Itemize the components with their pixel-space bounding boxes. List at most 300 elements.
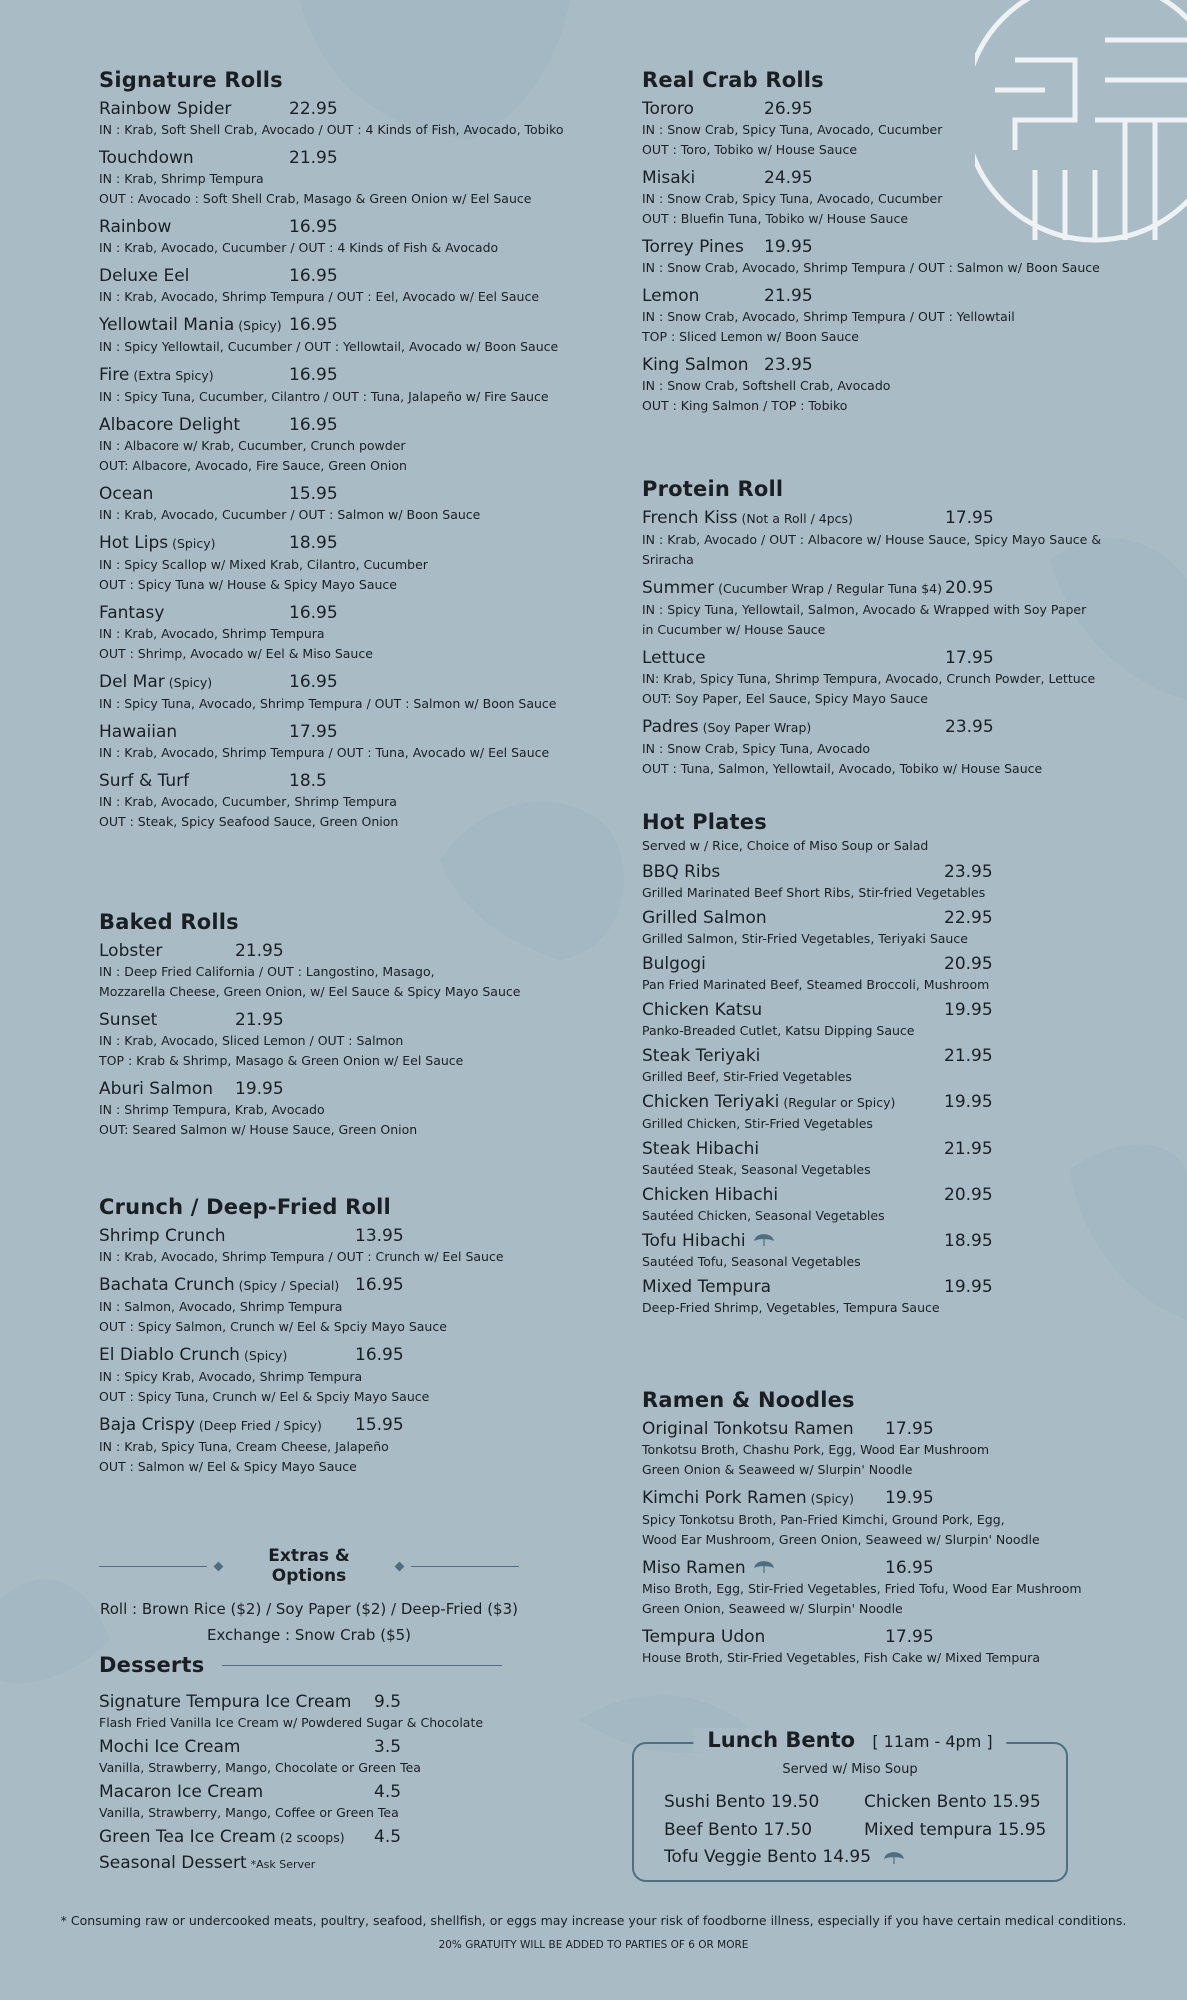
menu-item-name: Tempura Udon <box>642 1627 766 1647</box>
menu-item-price: 17.95 <box>945 648 994 668</box>
menu-item-description: Grilled Beef, Stir-Fried Vegetables <box>642 1069 852 1084</box>
menu-item-price: 20.95 <box>944 954 993 974</box>
menu-item-name: Original Tonkotsu Ramen <box>642 1419 854 1439</box>
extras-options <box>99 1546 519 1648</box>
menu-item-price: 21.95 <box>944 1046 993 1066</box>
bento-item-price: 17.50 <box>763 1820 813 1840</box>
menu-item-description: OUT: Soy Paper, Eel Sauce, Spicy Mayo Sauce <box>642 691 928 706</box>
menu-item-description: OUT : Spicy Tuna w/ House & Spicy Mayo Sauce <box>99 577 397 592</box>
menu-item-name: Chicken Teriyaki <box>642 1092 780 1112</box>
crunch-rolls-section <box>99 1195 569 1484</box>
menu-item-price: 16.95 <box>289 217 338 237</box>
bento-subtitle: Served w/ Miso Soup <box>782 1762 918 1777</box>
menu-item <box>99 532 569 595</box>
menu-item-description: IN: Krab, Spicy Tuna, Shrimp Tempura, Avocado, Crunch Powder, Lettuce <box>642 671 1096 686</box>
item-list <box>642 98 1122 416</box>
menu-item-price: 20.95 <box>944 1185 993 1205</box>
menu-item-header <box>99 265 569 287</box>
menu-item-price: 19.95 <box>944 1000 993 1020</box>
menu-item <box>99 1852 569 1876</box>
menu-item <box>99 98 569 140</box>
menu-item-name: French Kiss <box>642 508 738 528</box>
extras-line-1: Roll : Brown Rice ($2) / Soy Paper ($2) / Deep-Fried ($3) <box>99 1600 518 1618</box>
menu-item-name: Padres <box>642 717 699 737</box>
menu-item-description: Wood Ear Mushroom, Green Onion, Seaweed w/ Slurpin' Noodle <box>642 1532 1040 1547</box>
menu-item-note: *Ask Server <box>250 1858 316 1871</box>
menu-item-description: OUT: Seared Salmon w/ House Sauce, Green Onion <box>99 1122 418 1137</box>
menu-item-name: Kimchi Pork Ramen <box>642 1488 807 1508</box>
divider <box>222 1665 502 1666</box>
menu-item-description: IN : Snow Crab, Spicy Tuna, Avocado <box>642 741 871 756</box>
menu-item-header <box>99 1078 569 1100</box>
desserts-section <box>99 1653 569 1879</box>
menu-item <box>99 414 569 476</box>
menu-item-description: Vanilla, Strawberry, Mango, Coffee or Green Tea <box>99 1805 399 1820</box>
menu-item-name: Lemon <box>642 286 700 306</box>
menu-item-price: 21.95 <box>235 1010 284 1030</box>
menu-item-description: IN : Krab, Avocado, Cucumber, Shrimp Tempura <box>99 794 397 809</box>
menu-item-header <box>99 147 569 169</box>
menu-item-header <box>642 1091 1122 1114</box>
bento-title <box>693 1728 1006 1752</box>
menu-item-name: Hot Lips <box>99 533 169 553</box>
menu-item-name: Seasonal Dessert <box>99 1853 247 1873</box>
section-title: Desserts <box>99 1653 205 1677</box>
menu-item <box>642 285 1122 347</box>
menu-item-price: 18.5 <box>289 771 327 791</box>
menu-item-header <box>642 1230 1122 1252</box>
bento-item-price: 15.95 <box>991 1792 1041 1812</box>
menu-item-price: 4.5 <box>374 1782 402 1802</box>
section-title: Hot Plates <box>642 810 767 834</box>
menu-item-description: IN : Spicy Tuna, Cucumber, Cilantro / OUT : Tuna, Jalapeño w/ Fire Sauce <box>99 389 549 404</box>
menu-item-description: IN : Spicy Krab, Avocado, Shrimp Tempura <box>99 1369 363 1384</box>
item-list <box>99 940 569 1140</box>
menu-item <box>99 1414 569 1477</box>
menu-item <box>642 861 1122 903</box>
menu-item-header <box>99 770 569 792</box>
menu-item-note: (Deep Fried / Spicy) <box>198 1418 322 1433</box>
menu-item-price: 20.95 <box>945 578 994 598</box>
ginkgo-leaf-icon <box>754 1232 774 1246</box>
menu-item <box>99 216 569 258</box>
menu-item-price: 4.5 <box>374 1827 402 1847</box>
lunch-bento-box <box>632 1728 1068 1882</box>
menu-item-price: 26.95 <box>764 99 813 119</box>
menu-item-name: Hawaiian <box>99 722 178 742</box>
menu-item-header <box>99 602 569 624</box>
bento-item <box>664 1820 812 1840</box>
menu-item-header <box>99 1736 569 1758</box>
menu-item <box>99 483 569 525</box>
menu-item-description: in Cucumber w/ House Sauce <box>642 622 826 637</box>
menu-item-name: Lettuce <box>642 648 706 668</box>
real-crab-rolls-section <box>642 68 1122 423</box>
menu-item-description: TOP : Krab & Shrimp, Masago & Green Onion w/ Eel Sauce <box>99 1053 464 1068</box>
menu-item-name: Mochi Ice Cream <box>99 1737 241 1757</box>
menu-item-description: OUT : Steak, Spicy Seafood Sauce, Green Onion <box>99 814 399 829</box>
menu-item <box>642 167 1122 229</box>
menu-item-header <box>642 285 1122 307</box>
bento-item-price: 14.95 <box>822 1847 872 1867</box>
menu-item <box>642 236 1122 278</box>
menu-item-name: Ocean <box>99 484 154 504</box>
section-title: Real Crab Rolls <box>642 68 824 92</box>
menu-item-name: Steak Teriyaki <box>642 1046 761 1066</box>
menu-item-description: Sautéed Steak, Seasonal Vegetables <box>642 1162 871 1177</box>
menu-item <box>99 364 569 407</box>
menu-item-description: Grilled Chicken, Stir-Fried Vegetables <box>642 1116 873 1131</box>
baked-rolls-section <box>99 910 569 1147</box>
menu-item-price: 23.95 <box>764 355 813 375</box>
menu-item-header <box>642 236 1122 258</box>
menu-item-price: 16.95 <box>289 603 338 623</box>
menu-item-header <box>642 577 1122 600</box>
menu-item-description: Sautéed Tofu, Seasonal Vegetables <box>642 1254 861 1269</box>
menu-item-description: IN : Krab, Avocado, Shrimp Tempura / OUT : Crunch w/ Eel Sauce <box>99 1249 504 1264</box>
bento-item-name: Beef Bento <box>664 1820 758 1840</box>
menu-item <box>642 1557 1122 1619</box>
menu-item-description: IN : Krab, Avocado, Cucumber / OUT : 4 Kinds of Fish & Avocado <box>99 240 499 255</box>
menu-item-description: Vanilla, Strawberry, Mango, Chocolate or Green Tea <box>99 1760 421 1775</box>
bento-hours: [ 11am - 4pm ] <box>872 1732 993 1751</box>
menu-item <box>99 1781 569 1823</box>
menu-item-header <box>642 1184 1122 1206</box>
menu-item-description: House Broth, Stir-Fried Vegetables, Fish Cake w/ Mixed Tempura <box>642 1650 1040 1665</box>
bento-item-name: Chicken Bento <box>864 1792 987 1812</box>
menu-item-header <box>642 167 1122 189</box>
menu-item-description: IN : Deep Fried California / OUT : Langostino, Masago, <box>99 964 435 979</box>
menu-item-description: IN : Krab, Spicy Tuna, Cream Cheese, Jalapeño <box>99 1439 389 1454</box>
menu-item-header <box>99 1826 569 1849</box>
section-title: Ramen & Noodles <box>642 1388 855 1412</box>
menu-item <box>99 770 569 832</box>
menu-item-note: (Cucumber Wrap / Regular Tuna $4) <box>718 581 942 596</box>
menu-item-price: 21.95 <box>764 286 813 306</box>
menu-item-name: Macaron Ice Cream <box>99 1782 264 1802</box>
menu-item <box>642 1045 1122 1087</box>
section-subtitle: Served w / Rice, Choice of Miso Soup or Salad <box>642 838 929 853</box>
menu-item-price: 3.5 <box>374 1737 402 1757</box>
section-title: Protein Roll <box>642 477 784 501</box>
menu-item-price: 9.5 <box>374 1692 402 1712</box>
menu-item-description: OUT : Tuna, Salmon, Yellowtail, Avocado, Tobiko w/ House Sauce <box>642 761 1043 776</box>
item-list <box>642 507 1122 779</box>
menu-item-name: Fantasy <box>99 603 165 623</box>
footer-warning: * Consuming raw or undercooked meats, poultry, seafood, shellfish, or eggs may increase your risk of foodborne illness, especially if you have certain medical conditions. <box>60 1913 1127 1928</box>
signature-rolls-section <box>99 68 569 839</box>
menu-item-price: 17.95 <box>945 508 994 528</box>
menu-item-note: (Spicy) <box>238 318 282 333</box>
menu-item-name: Touchdown <box>99 148 194 168</box>
menu-item-description: IN : Snow Crab, Avocado, Shrimp Tempura / OUT : Yellowtail <box>642 309 1015 324</box>
menu-item <box>99 314 569 357</box>
menu-item-header <box>99 98 569 120</box>
extras-title: Extras & Options <box>268 1546 350 1586</box>
menu-item <box>642 1230 1122 1272</box>
menu-item-header <box>642 1045 1122 1067</box>
menu-item-price: 17.95 <box>885 1627 934 1647</box>
menu-item-description: OUT : Spicy Tuna, Crunch w/ Eel & Spciy Mayo Sauce <box>99 1389 430 1404</box>
menu-item <box>99 1274 569 1337</box>
menu-item <box>642 1276 1122 1318</box>
menu-item-description: IN : Krab, Avocado, Sliced Lemon / OUT : Salmon <box>99 1033 404 1048</box>
menu-item-name: Lobster <box>99 941 163 961</box>
menu-item-header <box>642 716 1122 739</box>
menu-item <box>99 940 569 1002</box>
menu-item-price: 19.95 <box>235 1079 284 1099</box>
menu-item <box>642 1184 1122 1226</box>
menu-item-header <box>99 1225 569 1247</box>
menu-item-header <box>642 999 1122 1021</box>
menu-item-description: IN : Spicy Tuna, Yellowtail, Salmon, Avocado & Wrapped with Soy Paper <box>642 602 1087 617</box>
menu-item-header <box>99 1414 569 1437</box>
menu-item-price: 16.95 <box>355 1275 404 1295</box>
menu-item-name: Deluxe Eel <box>99 266 190 286</box>
menu-item-description: IN : Snow Crab, Spicy Tuna, Avocado, Cucumber <box>642 122 943 137</box>
menu-item-description: Green Onion, Seaweed w/ Slurpin' Noodle <box>642 1601 903 1616</box>
section-title: Baked Rolls <box>99 910 239 934</box>
menu-item-name: BBQ Ribs <box>642 862 721 882</box>
menu-item-name: Yellowtail Mania <box>99 315 235 335</box>
menu-item-name: Chicken Hibachi <box>642 1185 779 1205</box>
menu-item-note: (2 scoops) <box>279 1830 345 1845</box>
menu-item <box>642 907 1122 949</box>
menu-item-header <box>642 647 1122 669</box>
menu-item <box>642 1418 1122 1480</box>
menu-item-price: 21.95 <box>235 941 284 961</box>
menu-item <box>642 354 1122 416</box>
item-list <box>99 98 569 832</box>
menu-item-description: Panko-Breaded Cutlet, Katsu Dipping Sauce <box>642 1023 915 1038</box>
menu-item-description: IN : Krab, Avocado, Cucumber / OUT : Salmon w/ Boon Sauce <box>99 507 481 522</box>
menu-item-price: 16.95 <box>885 1558 934 1578</box>
menu-item-description: OUT : Shrimp, Avocado w/ Eel & Miso Sauce <box>99 646 373 661</box>
menu-item-price: 22.95 <box>289 99 338 119</box>
menu-item-header <box>99 1691 569 1713</box>
menu-item <box>642 999 1122 1041</box>
menu-item <box>99 721 569 763</box>
menu-item-description: OUT: Albacore, Avocado, Fire Sauce, Green Onion <box>99 458 407 473</box>
menu-item-price: 22.95 <box>944 908 993 928</box>
menu-item <box>99 265 569 307</box>
menu-item-description: IN : Krab, Avocado, Shrimp Tempura <box>99 626 325 641</box>
bento-title-text: Lunch Bento <box>707 1728 856 1752</box>
menu-item-name: Baja Crispy <box>99 1415 195 1435</box>
menu-item-price: 19.95 <box>885 1488 934 1508</box>
menu-item-name: Tororo <box>642 99 694 119</box>
footer-gratuity: 20% GRATUITY WILL BE ADDED TO PARTIES OF 6 OR MORE <box>438 1939 749 1951</box>
menu-item-price: 23.95 <box>944 862 993 882</box>
item-list <box>642 861 1122 1318</box>
menu-item-header <box>99 216 569 238</box>
menu-item-description: Flash Fried Vanilla Ice Cream w/ Powdered Sugar & Chocolate <box>99 1715 484 1730</box>
menu-item-price: 16.95 <box>289 315 338 335</box>
menu-item-description: IN : Krab, Shrimp Tempura <box>99 171 264 186</box>
ginkgo-leaf-icon <box>884 1850 904 1864</box>
menu-item-price: 13.95 <box>355 1226 404 1246</box>
menu-item-header <box>642 354 1122 376</box>
menu-item <box>642 98 1122 160</box>
menu-item-description: IN : Spicy Yellowtail, Cucumber / OUT : Yellowtail, Avocado w/ Boon Sauce <box>99 339 559 354</box>
menu-item-description: Grilled Salmon, Stir-Fried Vegetables, Teriyaki Sauce <box>642 931 968 946</box>
divider <box>411 1566 519 1567</box>
menu-item-name: Rainbow Spider <box>99 99 232 119</box>
menu-item-header <box>642 1487 1122 1510</box>
menu-item-price: 21.95 <box>289 148 338 168</box>
menu-item-name: Del Mar <box>99 672 165 692</box>
menu-item-header <box>642 1557 1122 1579</box>
bento-item <box>864 1792 1041 1812</box>
menu-item-name: Summer <box>642 578 715 598</box>
menu-item <box>642 577 1122 640</box>
menu-item-header <box>642 1138 1122 1160</box>
divider <box>99 1566 207 1567</box>
menu-item-header <box>99 721 569 743</box>
menu-item <box>99 1691 569 1733</box>
menu-item <box>99 147 569 209</box>
menu-item-description: OUT : Salmon w/ Eel & Spicy Mayo Sauce <box>99 1459 357 1474</box>
menu-item-note: (Spicy / Special) <box>238 1278 340 1293</box>
menu-item <box>642 1626 1122 1668</box>
menu-item-description: IN : Snow Crab, Softshell Crab, Avocado <box>642 378 891 393</box>
menu-item-header <box>99 532 569 555</box>
menu-item-name: Misaki <box>642 168 696 188</box>
diamond-icon <box>213 1561 223 1571</box>
menu-item-price: 17.95 <box>289 722 338 742</box>
menu-item-description: OUT : Spicy Salmon, Crunch w/ Eel & Spciy Mayo Sauce <box>99 1319 447 1334</box>
menu-item-description: IN : Krab, Soft Shell Crab, Avocado / OUT : 4 Kinds of Fish, Avocado, Tobiko <box>99 122 564 137</box>
bento-item <box>664 1847 904 1867</box>
menu-item <box>642 1138 1122 1180</box>
menu-item-name: Surf & Turf <box>99 771 190 791</box>
menu-item-header <box>99 483 569 505</box>
menu-item <box>99 1344 569 1407</box>
menu-item-description: IN : Spicy Scallop w/ Mixed Krab, Cilantro, Cucumber <box>99 557 428 572</box>
menu-item <box>99 671 569 714</box>
menu-item-name: Shrimp Crunch <box>99 1226 226 1246</box>
menu-item-header <box>642 953 1122 975</box>
menu-item-note: (Spicy) <box>168 675 213 690</box>
menu-item-price: 16.95 <box>355 1345 404 1365</box>
menu-item-description: OUT : King Salmon / TOP : Tobiko <box>642 398 848 413</box>
menu-item-name: Steak Hibachi <box>642 1139 760 1159</box>
menu-item-price: 15.95 <box>289 484 338 504</box>
menu-item-header <box>99 671 569 694</box>
menu-item-description: IN : Snow Crab, Avocado, Shrimp Tempura / OUT : Salmon w/ Boon Sauce <box>642 260 1100 275</box>
menu-item-name: Torrey Pines <box>642 237 744 257</box>
menu-item-header <box>99 1852 569 1876</box>
menu-item-description: Miso Broth, Egg, Stir-Fried Vegetables, Fried Tofu, Wood Ear Mushroom <box>642 1581 1082 1596</box>
menu-item-description: IN : Albacore w/ Krab, Cucumber, Crunch powder <box>99 438 406 453</box>
menu-item-name: Bulgogi <box>642 954 706 974</box>
menu-item-note: (Not a Roll / 4pcs) <box>741 511 853 526</box>
menu-item-header <box>642 98 1122 120</box>
section-title: Signature Rolls <box>99 68 283 92</box>
menu-item-name: Green Tea Ice Cream <box>99 1827 276 1847</box>
menu-item-description: Tonkotsu Broth, Chashu Pork, Egg, Wood Ear Mushroom <box>642 1442 990 1457</box>
menu-item-price: 18.95 <box>289 533 338 553</box>
bento-item-name: Sushi Bento <box>664 1792 766 1812</box>
menu-item-header <box>99 1274 569 1297</box>
menu-item-name: Sunset <box>99 1010 158 1030</box>
menu-item <box>99 1078 569 1140</box>
menu-item-note: (Soy Paper Wrap) <box>702 720 812 735</box>
menu-item <box>642 953 1122 995</box>
menu-item-name: Bachata Crunch <box>99 1275 235 1295</box>
menu-item-note: (Extra Spicy) <box>133 368 214 383</box>
menu-item-name: Fire <box>99 365 130 385</box>
diamond-icon <box>395 1561 405 1571</box>
menu-item-description: OUT : Toro, Tobiko w/ House Sauce <box>642 142 858 157</box>
menu-item-description: IN : Shrimp Tempura, Krab, Avocado <box>99 1102 325 1117</box>
menu-item-header <box>99 314 569 337</box>
menu-item-name: King Salmon <box>642 355 749 375</box>
menu-item-header <box>642 907 1122 929</box>
menu-item-price: 18.95 <box>944 1231 993 1251</box>
menu-item-description: IN : Snow Crab, Spicy Tuna, Avocado, Cucumber <box>642 191 943 206</box>
menu-item-note: (Regular or Spicy) <box>783 1095 896 1110</box>
menu-item-description: TOP : Sliced Lemon w/ Boon Sauce <box>642 329 859 344</box>
menu-item-name: Miso Ramen <box>642 1558 746 1578</box>
menu-item <box>642 1487 1122 1550</box>
menu-item-header <box>642 1626 1122 1648</box>
menu-item <box>99 1009 569 1071</box>
menu-item-price: 23.95 <box>945 717 994 737</box>
menu-item-name: Signature Tempura Ice Cream <box>99 1692 352 1712</box>
menu-item-price: 16.95 <box>289 415 338 435</box>
ginkgo-leaf-icon <box>754 1559 774 1573</box>
ramen-section <box>642 1388 1122 1675</box>
menu-item-price: 24.95 <box>764 168 813 188</box>
menu-item-description: Spicy Tonkotsu Broth, Pan-Fried Kimchi, Ground Pork, Egg, <box>642 1512 1005 1527</box>
desserts-header <box>99 1653 569 1677</box>
menu-item-price: 16.95 <box>289 266 338 286</box>
menu-item-description: IN : Krab, Avocado, Shrimp Tempura / OUT : Eel, Avocado w/ Eel Sauce <box>99 289 540 304</box>
hot-plates-section <box>642 810 1122 1322</box>
menu-item-description: Grilled Marinated Beef Short Ribs, Stir-fried Vegetables <box>642 885 986 900</box>
menu-item-header <box>99 364 569 387</box>
protein-roll-section <box>642 477 1122 786</box>
menu-item-header <box>99 1781 569 1803</box>
section-title: Crunch / Deep-Fried Roll <box>99 1195 391 1219</box>
menu-item-price: 21.95 <box>944 1139 993 1159</box>
menu-item-header <box>642 1418 1122 1440</box>
menu-item-description: IN : Salmon, Avocado, Shrimp Tempura <box>99 1299 343 1314</box>
menu-item-name: Aburi Salmon <box>99 1079 213 1099</box>
menu-item-note: (Spicy) <box>172 536 216 551</box>
menu-item-description: IN : Krab, Avocado, Shrimp Tempura / OUT : Tuna, Avocado w/ Eel Sauce <box>99 745 550 760</box>
menu-item-price: 19.95 <box>944 1092 993 1112</box>
menu-item-description: Pan Fried Marinated Beef, Steamed Broccoli, Mushroom <box>642 977 990 992</box>
menu-item-header <box>99 414 569 436</box>
menu-item-description: IN : Krab, Avocado / OUT : Albacore w/ House Sauce, Spicy Mayo Sauce & Sriracha <box>642 532 1102 567</box>
menu-item-header <box>99 940 569 962</box>
menu-item <box>642 507 1122 570</box>
menu-item-price: 15.95 <box>355 1415 404 1435</box>
menu-item <box>642 716 1122 779</box>
menu-item-name: Chicken Katsu <box>642 1000 763 1020</box>
menu-item-description: Deep-Fried Shrimp, Vegetables, Tempura Sauce <box>642 1300 940 1315</box>
menu-item-description: Green Onion & Seaweed w/ Slurpin' Noodle <box>642 1462 913 1477</box>
menu-item-header <box>642 1276 1122 1298</box>
menu-item-name: Mixed Tempura <box>642 1277 772 1297</box>
menu-item-price: 19.95 <box>764 237 813 257</box>
menu-item-header <box>99 1344 569 1367</box>
menu-item-description: OUT : Bluefin Tuna, Tobiko w/ House Sauce <box>642 211 909 226</box>
extras-line-2: Exchange : Snow Crab ($5) <box>206 1626 412 1644</box>
menu-item-price: 19.95 <box>944 1277 993 1297</box>
